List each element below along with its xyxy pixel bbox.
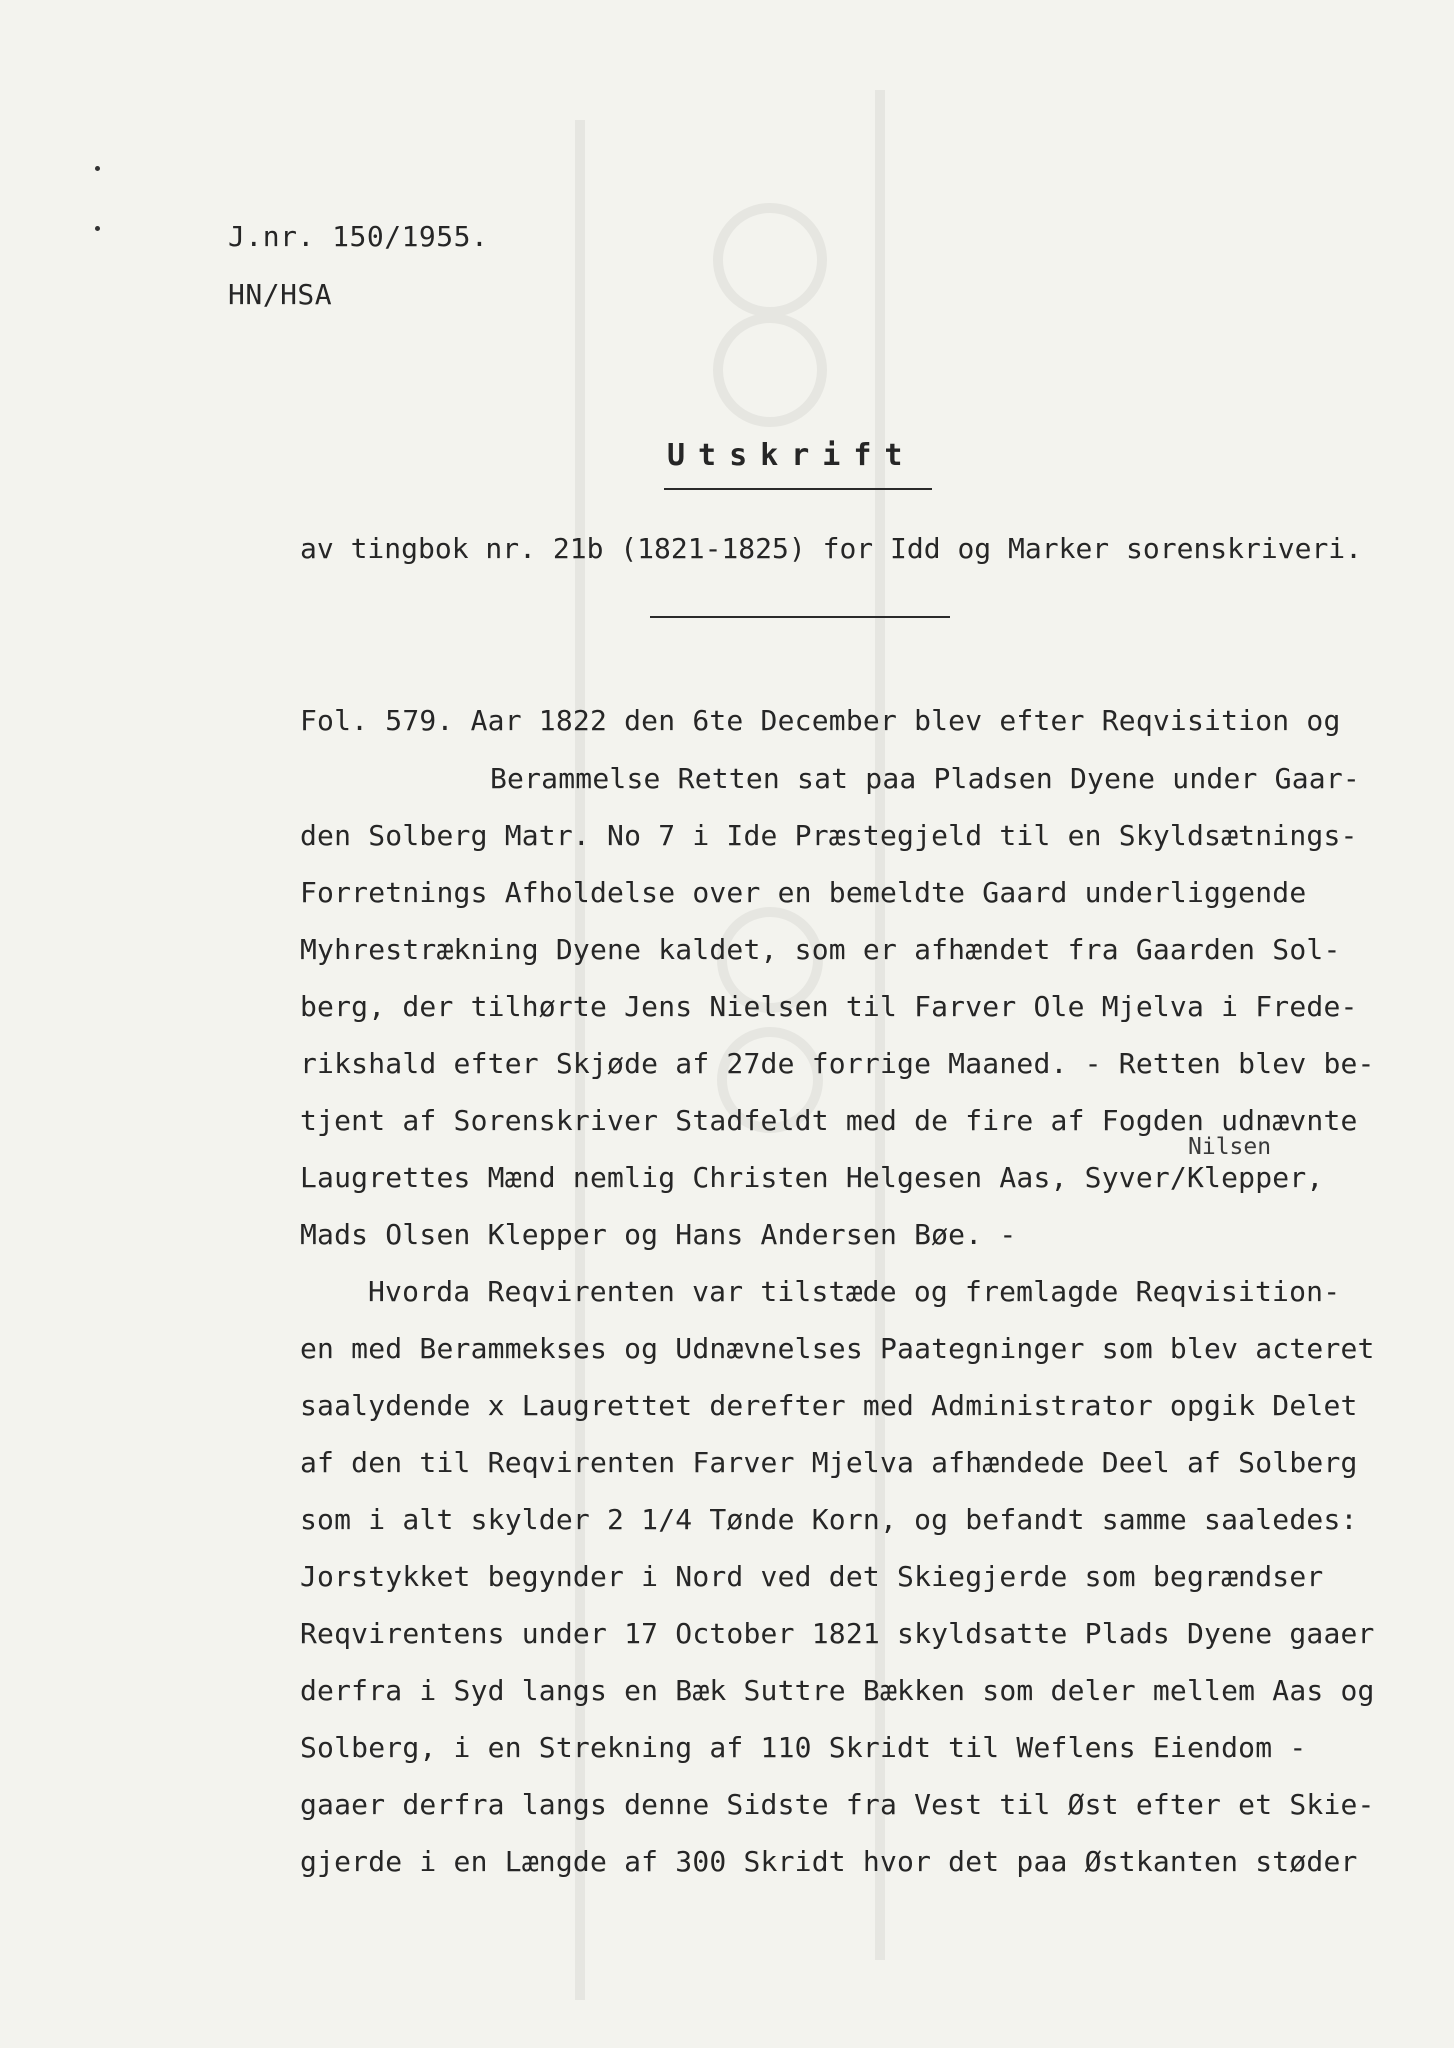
handwritten-insertion: Nilsen bbox=[1188, 1134, 1272, 1160]
text-line: Mads Olsen Klepper og Hans Andersen Bøe. - bbox=[300, 1218, 1017, 1251]
text-line: den Solberg Matr. No 7 i Ide Præstegjeld til en Skyldsætnings- bbox=[300, 819, 1358, 852]
document-subtitle: av tingbok nr. 21b (1821-1825) for Idd og Marker sorenskriveri. bbox=[300, 532, 1363, 565]
text-line: Myhrestrækning Dyene kaldet, som er afhændet fra Gaarden Sol- bbox=[300, 933, 1341, 966]
text-line: berg, der tilhørte Jens Nielsen til Farver Ole Mjelva i Frede- bbox=[300, 990, 1358, 1023]
text-line: Hvorda Reqvirenten var tilstæde og fremlagde Reqvisition- bbox=[368, 1275, 1341, 1308]
text-line: Laugrettes Mænd nemlig Christen Helgesen Aas, Syver/Klepper, bbox=[300, 1161, 1324, 1194]
text-line: Reqvirentens under 17 October 1821 skyldsatte Plads Dyene gaaer bbox=[300, 1617, 1375, 1650]
title-underline bbox=[664, 488, 932, 490]
text-line: Solberg, i en Strekning af 110 Skridt til Weflens Eiendom - bbox=[300, 1731, 1307, 1764]
initials: HN/HSA bbox=[228, 278, 333, 311]
text-line: Jorstykket begynder i Nord ved det Skiegjerde som begrændser bbox=[300, 1560, 1324, 1593]
text-line: gaaer derfra langs denne Sidste fra Vest til Øst efter et Skie- bbox=[300, 1788, 1375, 1821]
text-line: Forretnings Afholdelse over en bemeldte Gaard underliggende bbox=[300, 876, 1307, 909]
document-title: Utskrift bbox=[667, 438, 916, 473]
journal-number: J.nr. 150/1955. bbox=[228, 220, 489, 253]
text-line: af den til Reqvirenten Farver Mjelva afhændede Deel af Solberg bbox=[300, 1446, 1358, 1479]
text-line: saalydende x Laugrettet derefter med Administrator opgik Delet bbox=[300, 1389, 1358, 1422]
text-line: tjent af Sorenskriver Stadfeldt med de fire af Fogden udnævnte bbox=[300, 1104, 1358, 1137]
text-line: gjerde i en Længde af 300 Skridt hvor det paa Østkanten støder bbox=[300, 1845, 1358, 1878]
text-line: Berammelse Retten sat paa Pladsen Dyene under Gaar- bbox=[490, 762, 1360, 795]
text-line: Fol. 579. Aar 1822 den 6te December blev efter Reqvisition og bbox=[300, 704, 1341, 737]
section-divider bbox=[650, 616, 950, 618]
margin-mark bbox=[95, 166, 100, 171]
text-line: som i alt skylder 2 1/4 Tønde Korn, og befandt samme saaledes: bbox=[300, 1503, 1358, 1536]
margin-mark bbox=[95, 226, 100, 231]
text-line: en med Berammekses og Udnævnelses Paategninger som blev acteret bbox=[300, 1332, 1375, 1365]
text-line: rikshald efter Skjøde af 27de forrige Maaned. - Retten blev be- bbox=[300, 1047, 1375, 1080]
text-line: derfra i Syd langs en Bæk Suttre Bækken som deler mellem Aas og bbox=[300, 1674, 1375, 1707]
